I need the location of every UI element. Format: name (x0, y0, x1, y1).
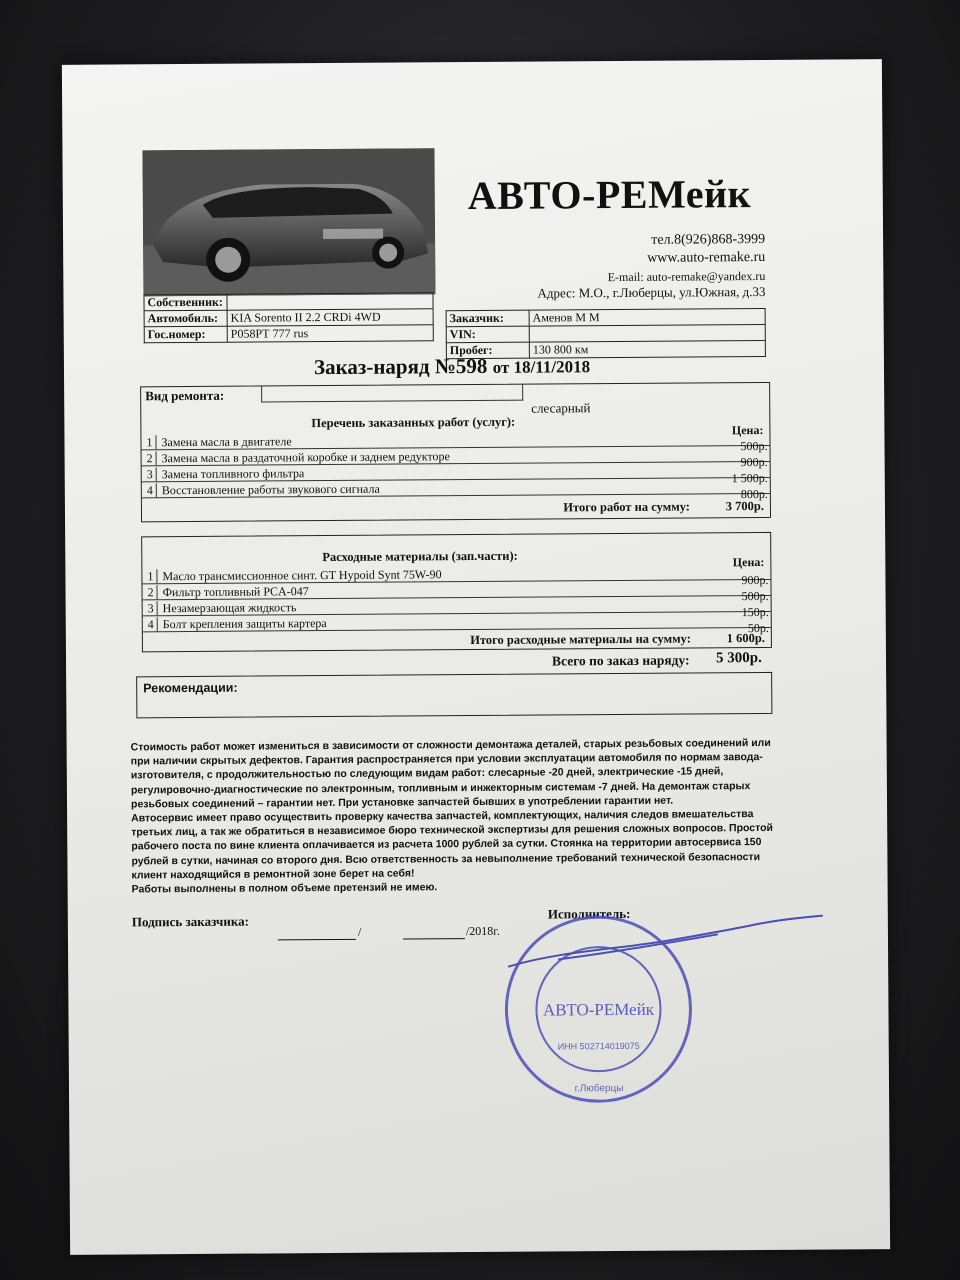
mileage-value: 130 800 км (529, 340, 765, 358)
owner-value (227, 293, 433, 310)
materials-row-name: Масло трансмиссионное синт. GT Hypoid Synt 75W-90 (162, 567, 442, 584)
email: E-mail: auto-remake@yandex.ru (607, 268, 766, 285)
materials-total-label: Итого расходные материалы на сумму: (470, 631, 691, 648)
customer-label: Заказчик: (446, 310, 529, 327)
date-line (403, 924, 465, 939)
stamp-city: г.Люберцы (574, 1082, 624, 1095)
works-row-name: Замена топливного фильтра (161, 466, 305, 482)
materials-row-number: 3 (145, 601, 158, 615)
car-label: Автомобиль: (144, 310, 227, 327)
works-row-name: Восстановление работы звукового сигнала (161, 481, 380, 498)
repair-type-label: Вид ремонта: (145, 387, 225, 404)
materials-header: Расходные материалы (зап.части): (322, 548, 518, 565)
materials-row-price: 50р. (747, 620, 769, 636)
materials-row-number: 2 (144, 585, 157, 599)
grand-total-value: 5 300р. (715, 650, 762, 667)
materials-rows (142, 565, 770, 636)
works-row-name: Замена масла в двигателе (161, 434, 292, 450)
owner-table (143, 292, 433, 343)
customer-table (446, 308, 766, 359)
materials-total-value: 1 600р. (726, 630, 765, 646)
signature-slash: / (357, 924, 362, 939)
materials-price-header: Цена: (732, 554, 765, 570)
stamp-center-text: АВТО-РЕМейк (542, 999, 655, 1020)
materials-row-number: 4 (145, 617, 158, 631)
recommendations-box (136, 672, 772, 718)
materials-row-name: Болт крепления защиты картера (162, 616, 327, 632)
terms-text (131, 736, 782, 897)
order-title (314, 353, 590, 380)
works-table (140, 382, 771, 522)
plate-value: Р058РТ 777 rus (227, 325, 433, 342)
signature-year: /2018г. (465, 923, 500, 939)
materials-row-price: 500р. (741, 588, 769, 604)
company-stamp (500, 910, 697, 1107)
owner-label: Собственник: (144, 294, 227, 311)
customer-value: Аменов М М (529, 308, 765, 326)
works-row (142, 479, 770, 502)
works-row-price: 500р. (740, 438, 768, 454)
works-price-header: Цена: (731, 422, 764, 438)
terms-paragraph-3: Работы выполнены в полном объеме претензий не имею. (131, 881, 438, 896)
vin-label: VIN: (446, 326, 529, 343)
order-date: от 18/11/2018 (492, 357, 591, 377)
phone: тел.8(926)868-3999 (651, 231, 766, 248)
stamp-inn: ИНН 502714019075 (557, 1040, 640, 1052)
order-number: Заказ-наряд №598 (313, 353, 488, 380)
terms-paragraph-1: Стоимость работ может измениться в зависимости от сложности демонтажа деталей, старых резьбовых соединений или при наличии скрытых дефектов. Гарантия распространяется при условии эксплуатации автомобиля по нормам завода-изготовителя, с продолжительностью по следующим видам работ: слесарные -20 дней, электрические -15 дней, регулировочно-диагностические по электронным, топливным и инжекторным системам -7 дней. На демонтаж старых резьбовых соединений – гарантии нет. При установке запчастей бывших в употреблении гарантии нет. (130, 736, 771, 811)
brand-title: АВТО-РЕМейк (467, 171, 752, 219)
car-value: KIA Sorento II 2.2 CRDi 4WD (227, 309, 433, 326)
materials-row-name: Фильтр топливный PCA-047 (162, 584, 309, 600)
repair-type-cell (261, 385, 523, 403)
works-row-number: 4 (144, 483, 157, 497)
plate-label: Гос.номер: (144, 326, 227, 343)
grand-total-label: Всего по заказ наряду: (551, 652, 690, 669)
works-row-price: 900р. (740, 454, 768, 470)
works-rows (141, 431, 769, 502)
works-total-label: Итого работ на сумму: (563, 499, 691, 515)
materials-row (143, 613, 771, 636)
recommendations-label: Рекомендации: (143, 680, 238, 696)
works-header: Перечень заказанных работ (услуг): (311, 414, 516, 431)
works-row-number: 3 (144, 467, 157, 481)
works-row-number: 2 (144, 451, 157, 465)
materials-row-name: Незамерзающая жидкость (162, 600, 297, 616)
order-document (62, 59, 890, 1255)
customer-signature-label: Подпись заказчика: (131, 913, 250, 930)
website: www.auto-remake.ru (647, 249, 766, 266)
car-image (142, 148, 435, 296)
works-row-number: 1 (143, 435, 156, 449)
address: Адрес: М.О., г.Люберцы, ул.Южная, д.33 (537, 283, 766, 301)
signature-line (278, 925, 356, 941)
works-row-price: 1 500р. (731, 470, 768, 486)
car-photo (142, 148, 435, 296)
materials-row-price: 900р. (741, 572, 769, 588)
terms-paragraph-2: Автосервис имеет право осуществить проверку качества запчастей, комплектующих, наличия следов вмешательства третьих лиц, а так же обратиться в независимое бюро технической экспертизы для решения сложных вопросов. Простой рабочего поста по вине клиента оплачивается из расчета 1000 рублей за сутки. Стоянка на территории автосервиса 150 рублей в сутки, начиная со второго дня. Всю ответственность за невыполнение требований технической безопасности клиент находящийся в ремонтной зоне берет на себя! (131, 808, 774, 882)
materials-row-number: 1 (144, 569, 157, 583)
materials-table (141, 532, 772, 652)
works-row-price: 800р. (740, 486, 768, 502)
mileage-label: Пробег: (446, 342, 529, 359)
executor-label: Исполнитель: (547, 905, 631, 922)
works-total-value: 3 700р. (725, 498, 765, 514)
materials-row-price: 150р. (741, 604, 769, 620)
works-row-name: Замена масла в раздаточной коробке и заднем редукторе (161, 449, 450, 466)
vin-value (529, 324, 765, 342)
repair-type-value: слесарный (531, 400, 591, 416)
